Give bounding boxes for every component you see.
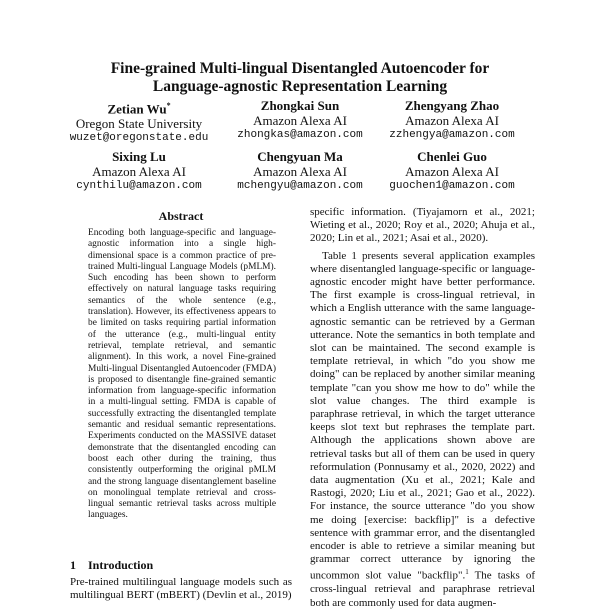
author-email: zzhengya@amazon.com (389, 129, 515, 141)
section-heading (70, 558, 153, 573)
section-title: Introduction (88, 558, 154, 572)
author-name: Sixing Lu (112, 149, 166, 164)
author-affiliation: Amazon Alexa AI (405, 113, 499, 128)
paragraph-text: Table 1 presents several application examples where disentangled language-specific or language-agnostic encoder might have better performance. The first example is cross-lingual retrieval, in which a English utterance with the same language-agnostic semantic can be retrieved by a German utterance. Note the semantics in both template and slot can be maintained. The second example is template retrieval, in which "do you show me doing" can be replaced by another similar meaning template "can you show me how to do" while the slot value changes. The third example is paraphrase retrieval, in which the target utterance keeps slot text but rephrases the template part. Although the applications shown above are retrieval tasks but all of them can be used in query reformulation (Ponnusamy et al., 2020, 2022) and data augmentation (Xu et al., 2021; Kale and Rastogi, 2020; Liu et al., 2021; Gao et al., 2022). For instance, the source utterance "do you show me doing [exercise: backflip]" is a defective sentence with grammar error, and the disentangled encoder is able to retrieve a similar meaning but grammar correct utterance by ignoring the uncommon slot value "backflip". (310, 249, 535, 583)
author-affiliation: Amazon Alexa AI (92, 164, 186, 179)
author-email: guochen1@amazon.com (389, 180, 515, 192)
author-name: Chengyuan Ma (257, 149, 343, 164)
author-affiliation: Amazon Alexa AI (253, 164, 347, 179)
author-name: Zetian Wu (107, 101, 167, 117)
author-email: wuzet@oregonstate.edu (69, 132, 209, 145)
author-block (357, 149, 547, 194)
author-mark: * (166, 101, 171, 110)
right-column-text (310, 206, 535, 610)
author-affiliation: Amazon Alexa AI (253, 113, 347, 128)
author-email: cynthilu@amazon.com (76, 180, 202, 192)
paper-title (60, 60, 540, 96)
author-name: Zhongkai Sun (260, 98, 340, 113)
paragraph: specific information. (Tiyajamorn et al., 2021; Wieting et al., 2020; Roy et al., 2020; Ahuja et al., 2020; Lin et al., 2021; Asai et al., 2020). (310, 206, 535, 245)
author-affiliation: Oregon State University (75, 116, 203, 132)
title-line-2: Language-agnostic Representation Learning (152, 78, 448, 95)
section-number: 1 (70, 558, 76, 572)
footnote-mark: 1 (465, 568, 469, 577)
abstract-heading: Abstract (158, 209, 204, 223)
author-name: Chenlei Guo (417, 149, 487, 164)
author-affiliation: Amazon Alexa AI (405, 164, 499, 179)
author-email: mchengyu@amazon.com (237, 180, 363, 192)
author-name: Zhengyang Zhao (404, 98, 500, 113)
paragraph-text: The tasks of cross-lingual retrieval and paraphrase retrieval both are commonly used for data augmen- (310, 570, 535, 609)
abstract-text: Encoding both language-specific and language-agnostic information into a single high-dimensional space is a common practice of pre-trained Multi-lingual Language Models (pMLM). Such encoding has been shown to perform effectively on natural language tasks requiring semantics of the whole sentence (e.g., translation). However, its effectiveness appears to be limited on tasks requiring partial information of the utterance (e.g., multi-lingual entity retrieval, template retrieval, and semantic alignment). In this work, a novel Fine-grained Multi-lingual Disentangled Autoencoder (FMDA) is proposed to disentangle fine-grained semantic information from language-specific information in a multi-lingual setting. FMDA is capable of successfully extracting the disentangled template semantic and residual semantic representations. Experiments conducted on the MASSIVE dataset demonstrate that the disentangled encoding can boost each other during the training, thus consistently outperforming the original pMLM and the strong language disentanglement baseline on monolingual template retrieval and cross-lingual semantic retrieval tasks across multiple languages. (88, 228, 276, 521)
title-line-1: Fine-grained Multi-lingual Disentangled Autoencoder for (110, 60, 490, 77)
author-email: zhongkas@amazon.com (237, 129, 363, 141)
paragraph (310, 250, 535, 610)
author-block (357, 98, 547, 143)
introduction-text: Pre-trained multilingual language models such as multilingual BERT (mBERT) (Devlin et al., 2019) (70, 576, 292, 601)
